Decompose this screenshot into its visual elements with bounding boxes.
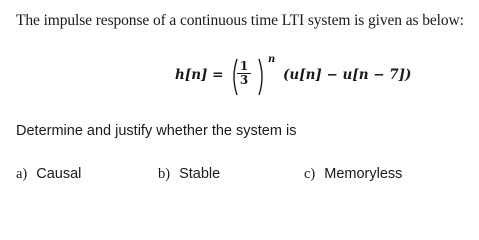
option-marker: b) bbox=[158, 166, 171, 182]
problem-intro: The impulse response of a continuous time LTI system is given as below: bbox=[16, 12, 464, 29]
option-stable bbox=[158, 166, 220, 183]
option-marker: a) bbox=[16, 166, 28, 182]
fraction-one-third bbox=[237, 60, 251, 87]
fraction-numerator: 1 bbox=[237, 60, 251, 74]
option-marker: c) bbox=[304, 166, 316, 182]
equation-rhs: (u[n] − u[n − 7]) bbox=[283, 67, 412, 83]
option-memoryless bbox=[304, 166, 402, 183]
fraction-denominator: 3 bbox=[239, 73, 249, 87]
impulse-response-equation bbox=[175, 54, 415, 100]
option-label: Causal bbox=[36, 166, 82, 182]
option-label: Stable bbox=[179, 166, 221, 182]
question-text: Determine and justify whether the system is bbox=[16, 123, 297, 139]
option-label: Memoryless bbox=[324, 166, 403, 182]
equation-lhs: h[n] = bbox=[175, 67, 224, 83]
option-causal bbox=[16, 166, 81, 183]
equation-exponent: n bbox=[268, 54, 276, 65]
